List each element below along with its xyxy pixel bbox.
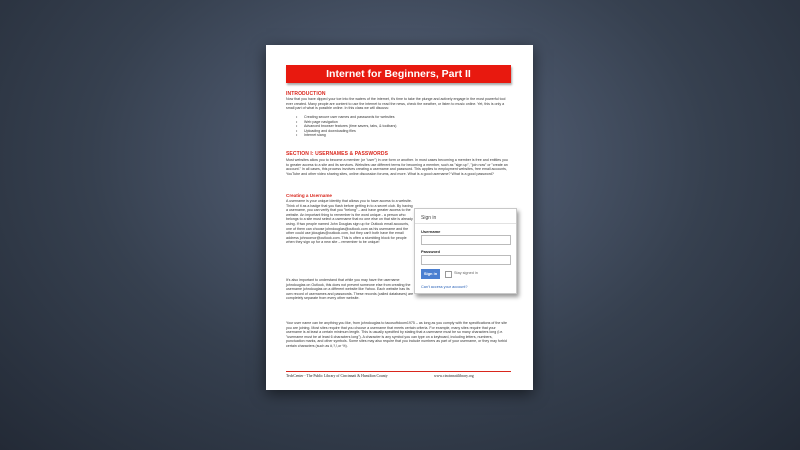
list-item: • Uploading and downloading files <box>304 129 396 134</box>
footer-org: TechCenter - The Public Library of Cincinnati & Hamilton County <box>286 374 388 378</box>
username-label: Username <box>421 229 441 234</box>
list-item: • Internet slang <box>304 133 396 138</box>
intro-heading: INTRODUCTION <box>286 91 326 97</box>
password-label: Password <box>421 249 440 254</box>
stay-signed-in-checkbox <box>445 271 452 278</box>
password-field <box>421 255 511 265</box>
signin-button: Sign in <box>421 269 440 279</box>
signin-title: Sign in <box>421 215 437 221</box>
footer-url: www.cincinnatilibrary.org <box>434 374 474 378</box>
topic-list <box>304 115 396 138</box>
subsection-paragraph: A username is your unique identity that allows you to have access to a website. Think of it as a badge that you flash before getting in to a secret club. By having a username, you can verify that you "belong" – and have greater access to the website. An important thing to remember is the word unique - a person who belongs to a site must select a username that no one else on that site is already using. If two people named John Douglas sign up for Outlook email accounts, one of them can choose johndouglas@outlook.com as his username and the other could use jdouglas@outlook.com, but they can't both have the email address johncomor@outlook.com. This is often a stumbling block for people when they sign up for a new site – remember to be unique! <box>286 199 413 245</box>
divider <box>415 223 516 224</box>
footer-divider <box>286 371 511 372</box>
account-help-link: Can't access your account? <box>421 285 468 289</box>
list-item: • Web page navigation <box>304 120 396 125</box>
username-field <box>421 235 511 245</box>
list-item: • Creating secure user names and passwords for websites <box>304 115 396 120</box>
intro-paragraph: Now that you have dipped your toe into the waters of the internet, it's time to take the plunge and actively engage in the most powerful tool ever created. Many people are content to use the internet to read the news, check the weather, or listen to music online. Yet, this is only a small part of what is possible online. In this class we will discuss: <box>286 97 506 111</box>
subsection-heading: Creating a Username <box>286 193 332 198</box>
stay-signed-in-label: Stay signed in <box>454 271 478 275</box>
document-page <box>266 45 533 390</box>
subsection-paragraph-2: It's also important to understand that while you may have the username johndouglas on Outlook, this does not prevent someone else from creating the username johndouglas on a different website like Yahoo. Each website has its own record of usernames and passwords. These records (called databases) are completely separate from every other website. <box>286 278 414 301</box>
section1-paragraph: Most websites allow you to become a member (or "user") in one form or another. In most cases becoming a member is free and entitles you to greater access to a site and its services. Websites use different terms for becoming a member, such as "sign up", "join now" or "create an account." In all cases, this process involves creating a username and password. This applies to employment websites, free email accounts, YouTube and other video sharing sites, online discussion forums, and more. What is a good username? What is a good password? <box>286 158 508 176</box>
signin-form-image <box>414 208 517 294</box>
section1-heading: SECTION I: USERNAMES & PASSWORDS <box>286 151 389 157</box>
document-title: Internet for Beginners, Part II <box>286 65 511 83</box>
list-item: • Advanced browser features (time savers, tabs, & toolbars) <box>304 124 396 129</box>
bottom-paragraph: Your user name can be anything you like, from johndouglas to tacosoftdoom1975 – as long as you comply with the specifications of the site you are joining. Most sites require that you choose a username that meets certain criteria. For example, many sites require that your username is at least a certain minimum length. This is usually specified by stating that a username must be so many characters long (i.e. "username must be at least 6 characters long"). A character is any symbol you can type on a keyboard, including letters, numbers, punctuation marks, and other symbols. Some sites may also require that you include numbers as part of your username, or they may forbid certain characters (such as #,?,!,or %). <box>286 321 508 348</box>
